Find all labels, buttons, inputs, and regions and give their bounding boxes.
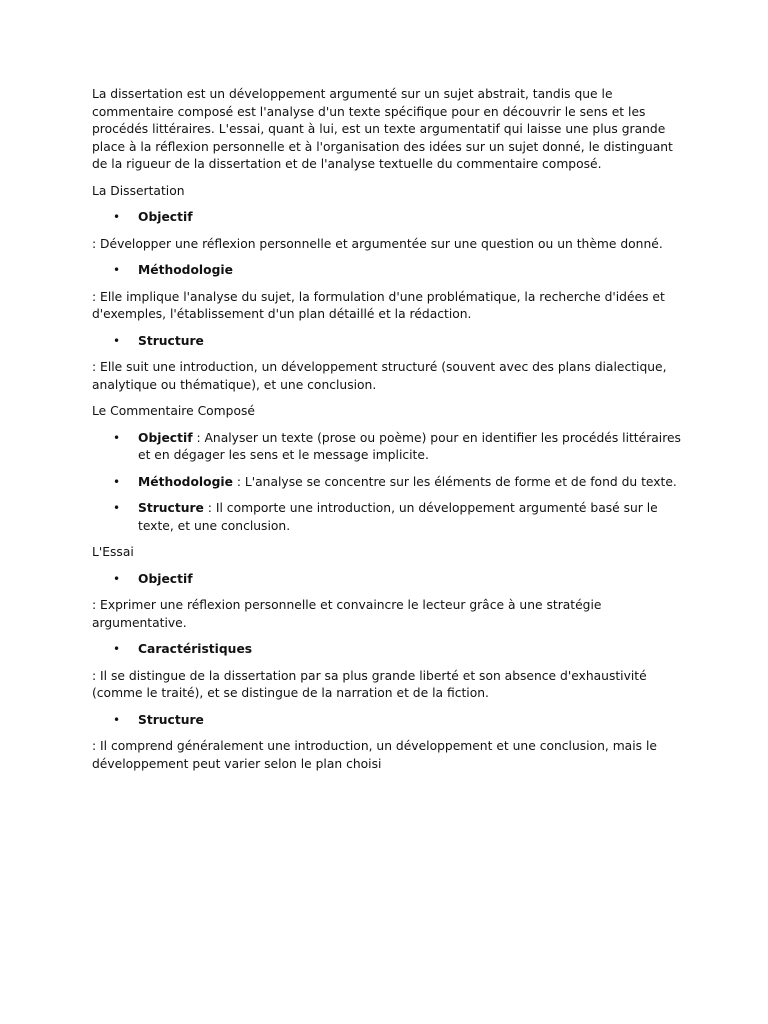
list-item bbox=[92, 641, 682, 659]
item-label: Objectif bbox=[138, 210, 193, 224]
bullet-icon: • bbox=[113, 430, 121, 445]
list-item bbox=[92, 500, 682, 535]
section-title-essai: L'Essai bbox=[92, 545, 134, 559]
list-item bbox=[92, 209, 682, 227]
bullet-icon: • bbox=[113, 474, 121, 489]
bullet-icon: • bbox=[113, 263, 121, 277]
document-body bbox=[92, 86, 682, 782]
bullet-list bbox=[92, 641, 682, 659]
item-label: Structure bbox=[138, 333, 204, 348]
bullet-icon: • bbox=[113, 210, 121, 224]
item-text: : Développer une réflexion personnelle et argumentée sur une question ou un thème donné. bbox=[92, 236, 663, 251]
bullet-icon: • bbox=[113, 571, 121, 586]
section-title-commentaire: Le Commentaire Composé bbox=[92, 404, 255, 418]
bullet-list bbox=[92, 262, 682, 280]
list-item bbox=[92, 571, 682, 589]
bullet-list bbox=[92, 712, 682, 730]
item-text: : Exprimer une réflexion personnelle et convaincre le lecteur grâce à une stratégie argumentative. bbox=[92, 598, 602, 630]
list-item bbox=[92, 262, 682, 280]
bullet-list bbox=[92, 333, 682, 351]
bullet-icon: • bbox=[113, 501, 121, 515]
item-text: : Il comprend généralement une introduction, un développement et une conclusion, mais le développement peut varier selon le plan choisi bbox=[92, 739, 657, 771]
bullet-list bbox=[92, 209, 682, 227]
intro-paragraph: La dissertation est un développement argumenté sur un sujet abstrait, tandis que le commentaire composé est l'analyse d'un texte spécifique pour en découvrir le sens et les procédés littéraires. L'essai, quant à lui, est un texte argumentatif qui laisse une plus grande place à la réflexion personnelle et à l'organisation des idées sur un sujet donné, le distinguant de la rigueur de la dissertation et de l'analyse textuelle du commentaire composé. bbox=[92, 87, 673, 171]
bullet-icon: • bbox=[113, 333, 121, 348]
bullet-list bbox=[92, 571, 682, 589]
bullet-icon: • bbox=[113, 642, 121, 656]
item-label: Objectif bbox=[138, 571, 193, 586]
item-text: : Il se distingue de la dissertation par sa plus grande liberté et son absence d'exhaustivité (comme le traité), et se distingue de la narration et de la fiction. bbox=[92, 668, 647, 700]
item-label: Méthodologie bbox=[138, 263, 233, 277]
item-label: Objectif bbox=[138, 430, 193, 445]
bullet-list bbox=[92, 430, 682, 536]
list-item bbox=[92, 333, 682, 351]
item-label: Méthodologie bbox=[138, 474, 233, 489]
list-item bbox=[92, 430, 682, 465]
item-label: Structure bbox=[138, 712, 204, 727]
item-label: Caractéristiques bbox=[138, 642, 253, 656]
list-item bbox=[92, 712, 682, 730]
item-label: Structure bbox=[138, 501, 204, 515]
item-text: : Elle suit une introduction, un développement structuré (souvent avec des plans dialectique, analytique ou thématique), et une conclusion. bbox=[92, 360, 667, 392]
item-text: : Elle implique l'analyse du sujet, la formulation d'une problématique, la recherche d'idées et d'exemples, l'établissement d'un plan détaillé et la rédaction. bbox=[92, 289, 665, 321]
item-text: : Il comporte une introduction, un développement argumenté basé sur le texte, et une conclusion. bbox=[138, 501, 658, 533]
list-item bbox=[92, 474, 682, 492]
section-title-dissertation: La Dissertation bbox=[92, 183, 185, 198]
item-text: : Analyser un texte (prose ou poème) pour en identifier les procédés littéraires et en dégager les sens et le message implicite. bbox=[138, 430, 681, 462]
item-text: : L'analyse se concentre sur les éléments de forme et de fond du texte. bbox=[232, 474, 677, 489]
bullet-icon: • bbox=[113, 712, 121, 727]
